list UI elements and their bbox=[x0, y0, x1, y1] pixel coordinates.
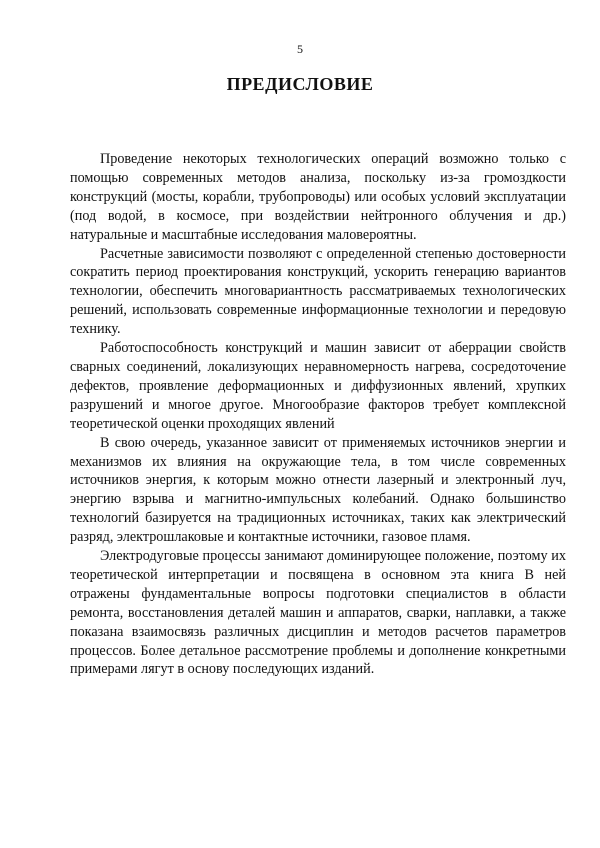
paragraph-4: В свою очередь, указанное зависит от применяемых источников энергии и механизмов их влияния на окружающие тела, в том числе современных источников энергия, к которым можно отнести лазерный и электронный луч, энергию взрыва и магнитно-импульсных колебаний. Однако большинство технологий базируется на традиционных источниках, таких как электрический разряд, электрошлаковые и контактные источники, газовое пламя. bbox=[70, 434, 566, 546]
page-title: ПРЕДИСЛОВИЕ bbox=[226, 74, 374, 94]
paragraph-5: Электродуговые процессы занимают доминирующее положение, поэтому их теоретической интерпретации и посвящена в основном эта книга В ней отражены фундаментальные вопросы подготовки специалистов в области ремонта, восстановления деталей машин и аппаратов, сварки, наплавки, а также показана взаимосвязь различных дисциплин и методов расчетов параметров процессов. Более детальное рассмотрение проблемы и дополнение конкретными примерами лягут в основу последующих изданий. bbox=[70, 548, 566, 678]
preface-body bbox=[70, 150, 566, 679]
paragraph-3: Работоспособность конструкций и машин зависит от аберрации свойств сварных соединений, локализующих неравномерность нагрева, сосредоточение дефектов, проявление деформационных и диффузионных явлений, хрупких разрушений и многое другое. Многообразие факторов требует комплексной теоретической оценки проходящих явлений bbox=[70, 340, 566, 432]
paragraph-2: Расчетные зависимости позволяют с определенной степенью достоверности сократить период проектирования конструкций, ускорить генерацию вариантов технологии, обеспечить многовариантность рассматриваемых технологических решений, использовать современные информационные технологии и передовую технику. bbox=[70, 245, 566, 338]
page-number: 5 bbox=[297, 42, 303, 56]
paragraph-1: Проведение некоторых технологических операций возможно только с помощью современных методов анализа, поскольку из-за громоздкости конструкций (мосты, корабли, трубопроводы) или особых условий эксплуатации (под водой, в космосе, при воздействии нейтронного облучения и др.) натуральные и масштабные исследования маловероятны. bbox=[70, 151, 566, 243]
